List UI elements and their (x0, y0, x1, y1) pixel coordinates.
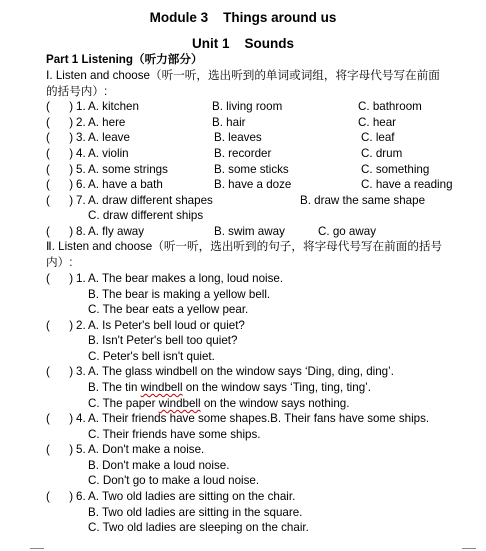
option-b: B. hair (212, 116, 246, 129)
section1-instruction-line1: Ⅰ. Listen and choose（听一听，选出听到的单词或词组，将字母代号写在前面 (46, 69, 440, 82)
answer-blank[interactable]: ( ) (46, 116, 74, 129)
option-b: B. leaves (214, 131, 262, 144)
option-c-word: windbell (158, 397, 201, 410)
option-c: C. have a reading (361, 178, 453, 191)
question-number: 5. (76, 163, 86, 176)
option-c: C. Peter's bell isn't quiet. (88, 350, 215, 363)
option-c: C. The bear eats a yellow pear. (88, 303, 249, 316)
section2-instruction-line1: Ⅱ. Listen and choose（听一听，选出听到的句子，将字母代号写在前面的括号 (46, 240, 443, 253)
option-c: C. something (361, 163, 430, 176)
answer-blank[interactable]: ( ) (46, 365, 74, 378)
option-a: A. leave (88, 131, 130, 144)
option-c-pre: C. The paper (88, 397, 159, 410)
option-c: C. bathroom (358, 100, 422, 113)
option-c: C. go away (318, 225, 376, 238)
option-b-pre: B. The tin (88, 381, 141, 394)
option-a: A. here (88, 116, 126, 129)
option-c: C. Don't go to make a loud noise. (88, 474, 260, 487)
answer-blank[interactable]: ( ) (46, 163, 74, 176)
option-c: C. draw different ships (88, 209, 204, 222)
option-a: A. Don't make a noise. (88, 443, 205, 456)
question-number: 4. (76, 147, 86, 160)
answer-blank[interactable]: ( ) (46, 443, 74, 456)
option-a: A. have a bath (88, 178, 163, 191)
option-a: A. draw different shapes (88, 194, 213, 207)
option-c: C. hear (358, 116, 397, 129)
option-b (88, 381, 371, 395)
option-b-word: windbell (140, 381, 183, 394)
option-a: A. fly away (88, 225, 145, 238)
question-number: 6. (76, 490, 86, 503)
option-b: B. Don't make a loud noise. (88, 459, 230, 472)
option-b-post: on the window says ‘Ting, ting, ting’. (182, 381, 371, 394)
question-number: 4. (76, 412, 86, 425)
option-b: B. swim away (214, 225, 285, 238)
answer-blank[interactable]: ( ) (46, 319, 74, 332)
answer-blank[interactable]: ( ) (46, 131, 74, 144)
option-c-post: on the window says nothing. (200, 397, 350, 410)
question-number: 3. (76, 131, 86, 144)
answer-blank[interactable]: ( ) (46, 225, 74, 238)
answer-blank[interactable]: ( ) (46, 178, 74, 191)
page-corner-mark-right (462, 548, 476, 549)
option-a-word: windbell (155, 365, 198, 378)
option-a: A. kitchen (88, 100, 139, 113)
module-title: Module 3 Things around us (149, 10, 337, 25)
question-number: 1. (76, 100, 86, 113)
question-number: 5. (76, 443, 86, 456)
option-c: C. drum (361, 147, 403, 160)
answer-blank[interactable]: ( ) (46, 412, 74, 425)
option-a: A. Their friends have some shapes.B. Their fans have some ships. (88, 412, 430, 425)
option-b: B. some sticks (214, 163, 289, 176)
unit-title: Unit 1 Sounds (191, 36, 294, 51)
option-b: B. living room (212, 100, 283, 113)
option-a: A. Two old ladies are sitting on the chair. (88, 490, 296, 503)
option-b: B. recorder (214, 147, 272, 160)
answer-blank[interactable]: ( ) (46, 100, 74, 113)
option-a: A. violin (88, 147, 129, 160)
option-b: B. Two old ladies are sitting in the square. (88, 506, 303, 519)
section2-instruction-line2: 内）: (46, 256, 73, 269)
option-a-pre: A. The glass (88, 365, 156, 378)
page-corner-mark-left (30, 548, 44, 549)
option-a: A. The bear makes a long, loud noise. (88, 272, 284, 285)
option-a: A. some strings (88, 163, 168, 176)
part1-heading: Part 1 Listening（听力部分） (46, 53, 203, 66)
option-c: C. Two old ladies are sleeping on the chair. (88, 521, 309, 534)
option-c: C. leaf (361, 131, 395, 144)
answer-blank[interactable]: ( ) (46, 490, 74, 503)
answer-blank[interactable]: ( ) (46, 194, 74, 207)
answer-blank[interactable]: ( ) (46, 272, 74, 285)
option-a (88, 365, 394, 379)
option-a-post: on the window says ‘Ding, ding, ding’. (197, 365, 394, 378)
question-number: 1. (76, 272, 86, 285)
section1-instruction-line2: 的括号内）: (46, 85, 108, 98)
option-b: B. have a doze (214, 178, 292, 191)
question-number: 6. (76, 178, 86, 191)
question-number: 7. (76, 194, 86, 207)
option-c (88, 397, 349, 411)
question-number: 8. (76, 225, 86, 238)
question-number: 2. (76, 319, 86, 332)
option-a: A. Is Peter's bell loud or quiet? (88, 319, 245, 332)
option-c: C. Their friends have some ships. (88, 428, 261, 441)
option-b: B. Isn't Peter's bell too quiet? (88, 334, 238, 347)
question-number: 3. (76, 365, 86, 378)
option-b: B. The bear is making a yellow bell. (88, 288, 271, 301)
question-number: 2. (76, 116, 86, 129)
answer-blank[interactable]: ( ) (46, 147, 74, 160)
option-b: B. draw the same shape (300, 194, 426, 207)
